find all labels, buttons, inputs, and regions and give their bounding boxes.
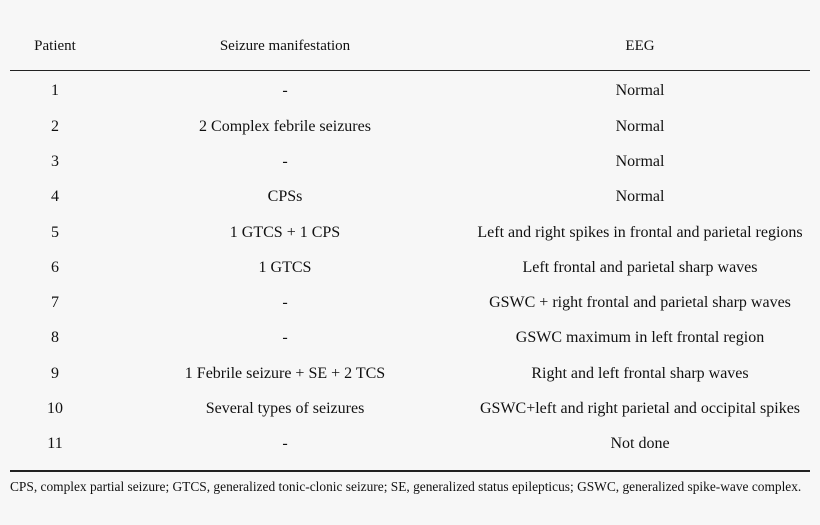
header-eeg: EEG xyxy=(625,37,655,54)
cell-seizure-manifestation: 1 Febrile seizure + SE + 2 TCS xyxy=(184,364,386,382)
cell-patient: 9 xyxy=(51,364,59,382)
table-row xyxy=(10,391,810,426)
cell-seizure-manifestation: CPSs xyxy=(267,188,303,206)
cell-seizure-manifestation: Several types of seizures xyxy=(205,400,365,418)
table-header xyxy=(10,20,810,72)
cell-patient: 5 xyxy=(51,223,59,241)
cell-patient: 4 xyxy=(51,188,59,206)
table-row xyxy=(10,321,810,356)
cell-patient: 6 xyxy=(51,258,59,276)
cell-seizure-manifestation: 2 Complex febrile seizures xyxy=(199,117,371,135)
table-row xyxy=(10,427,810,462)
table-footnote: CPS, complex partial seizure; GTCS, generalized tonic-clonic seizure; SE, generalized status epilepticus; GSWC, generalized spike-wave complex. xyxy=(10,479,802,494)
cell-eeg: Left and right spikes in frontal and parietal regions xyxy=(477,223,803,241)
cell-eeg: Normal xyxy=(615,188,665,206)
table-row xyxy=(10,180,810,215)
cell-seizure-manifestation: - xyxy=(282,435,288,453)
cell-seizure-manifestation: - xyxy=(282,152,288,170)
table-row xyxy=(10,356,810,391)
cell-eeg: Right and left frontal sharp waves xyxy=(531,364,749,382)
table-row xyxy=(10,144,810,179)
header-row xyxy=(10,20,810,72)
cell-eeg: Normal xyxy=(615,152,665,170)
cell-patient: 2 xyxy=(51,117,59,135)
table-body xyxy=(10,72,810,462)
cell-eeg: Not done xyxy=(610,435,670,453)
cell-eeg: Normal xyxy=(615,81,665,99)
cell-eeg: GSWC maximum in left frontal region xyxy=(515,329,765,347)
header-divider xyxy=(10,70,810,71)
cell-seizure-manifestation: 1 GTCS xyxy=(258,258,312,276)
cell-patient: 11 xyxy=(47,435,63,453)
table-bottom-rule xyxy=(10,470,810,472)
cell-seizure-manifestation: - xyxy=(282,329,288,347)
cell-eeg: Left frontal and parietal sharp waves xyxy=(522,258,758,276)
table-row xyxy=(10,72,810,109)
cell-seizure-manifestation: 1 GTCS + 1 CPS xyxy=(229,223,341,241)
cell-patient: 1 xyxy=(51,81,59,99)
table-row xyxy=(10,109,810,144)
seizure-eeg-table xyxy=(10,20,810,462)
cell-patient: 10 xyxy=(47,400,63,418)
table-row xyxy=(10,285,810,320)
cell-patient: 3 xyxy=(51,152,59,170)
header-patient: Patient xyxy=(34,37,76,54)
cell-seizure-manifestation: - xyxy=(282,294,288,312)
cell-eeg: GSWC+left and right parietal and occipital spikes xyxy=(479,400,801,418)
cell-patient: 8 xyxy=(51,329,59,347)
header-seizure-manifestation: Seizure manifestation xyxy=(219,37,351,54)
cell-seizure-manifestation: - xyxy=(282,81,288,99)
table-row xyxy=(10,250,810,285)
cell-eeg: GSWC + right frontal and parietal sharp waves xyxy=(489,294,791,312)
cell-patient: 7 xyxy=(51,294,59,312)
cell-eeg: Normal xyxy=(615,117,665,135)
table-row xyxy=(10,215,810,250)
